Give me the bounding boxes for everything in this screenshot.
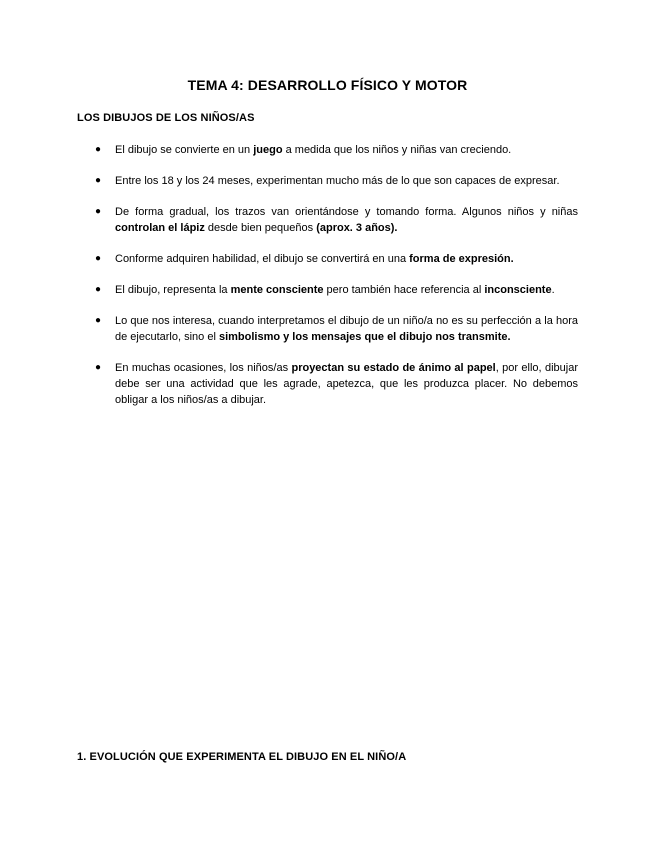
text-run: En muchas ocasiones, los niños/as bbox=[115, 362, 292, 374]
bold-text: forma de expresión. bbox=[409, 253, 514, 265]
list-item bbox=[78, 142, 578, 158]
bullet-icon: ● bbox=[95, 253, 102, 264]
bullet-text bbox=[115, 284, 555, 296]
bullet-icon: ● bbox=[95, 284, 102, 295]
bold-text: proyectan su estado de ánimo al papel bbox=[291, 362, 496, 374]
text-run: Entre los 18 y los 24 meses, experimentan mucho más de lo que son capaces de expresar. bbox=[115, 175, 560, 187]
bold-text: (aprox. 3 años). bbox=[316, 222, 398, 234]
text-run: El dibujo, representa la bbox=[115, 284, 231, 296]
list-item bbox=[78, 313, 578, 345]
list-item bbox=[78, 204, 578, 236]
text-run: Lo que nos interesa, cuando interpretamos el dibujo de un niño/a no es su perfección a la hora de ejecutarlo, sino el bbox=[115, 315, 578, 343]
bullet-icon: ● bbox=[95, 206, 102, 217]
text-run: De forma gradual, los trazos van orientándose y tomando forma. Algunos niños y niñas bbox=[115, 206, 578, 218]
section-heading: LOS DIBUJOS DE LOS NIÑOS/AS bbox=[77, 112, 255, 124]
text-run: desde bien pequeños bbox=[204, 222, 317, 234]
bullet-text bbox=[115, 175, 560, 187]
bullet-text bbox=[115, 315, 578, 343]
bullet-icon: ● bbox=[95, 362, 102, 373]
list-item bbox=[78, 251, 578, 267]
bold-text: mente consciente bbox=[230, 284, 324, 296]
text-run: pero también hace referencia al bbox=[323, 284, 485, 296]
bullet-text bbox=[115, 206, 578, 234]
list-item bbox=[78, 360, 578, 408]
bullet-icon: ● bbox=[95, 175, 102, 186]
section-heading-evolucion: 1. EVOLUCIÓN QUE EXPERIMENTA EL DIBUJO EN EL NIÑO/A bbox=[77, 751, 407, 763]
bullet-text bbox=[115, 362, 578, 406]
text-run: a medida que los niños y niñas van creciendo. bbox=[282, 144, 512, 156]
document-title: TEMA 4: DESARROLLO FÍSICO Y MOTOR bbox=[187, 77, 468, 93]
bullet-icon: ● bbox=[95, 144, 102, 155]
bold-text: simbolismo y los mensajes que el dibujo nos transmite. bbox=[218, 331, 511, 343]
list-item bbox=[78, 173, 578, 189]
bold-text: controlan el lápiz bbox=[115, 222, 205, 234]
list-item bbox=[78, 282, 578, 298]
text-run: . bbox=[551, 284, 555, 296]
bullet-icon: ● bbox=[95, 315, 102, 326]
bullet-list bbox=[78, 142, 578, 423]
bullet-text bbox=[115, 144, 511, 156]
text-run: Conforme adquiren habilidad, el dibujo se convertirá en una bbox=[115, 253, 410, 265]
text-run: , por ello, dibujar debe ser una actividad que les agrade, apetezca, que les produzca placer. No debemos obligar a los niños/as a dibujar. bbox=[115, 362, 578, 406]
text-run: El dibujo se convierte en un bbox=[115, 144, 254, 156]
bold-text: inconsciente bbox=[484, 284, 552, 296]
bullet-text bbox=[115, 253, 514, 265]
bold-text: juego bbox=[253, 144, 283, 156]
